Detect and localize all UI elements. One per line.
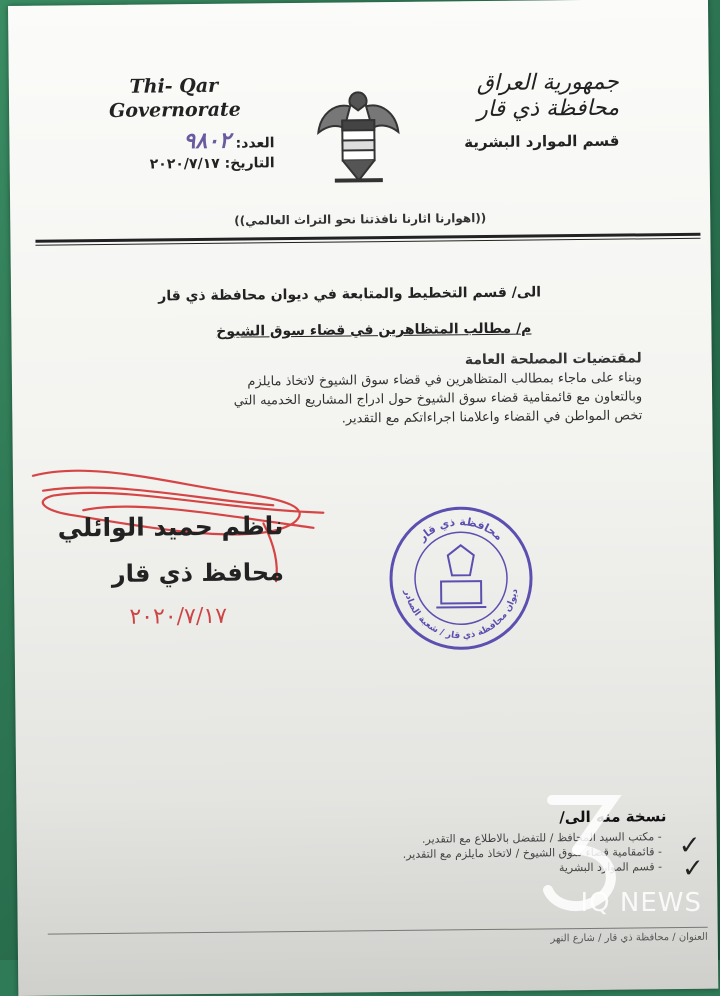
body-line-4: تخص المواطن في القضاء واعلامنا اجراءاتكم مع التقدير.	[341, 408, 643, 427]
republic-title: جمهورية العراق	[476, 69, 619, 97]
iraq-eagle-emblem	[314, 84, 403, 195]
stamp-bottom-text: ديوان محافظة ذي قار / شعبة الصادر	[401, 588, 521, 642]
letter-date	[105, 155, 275, 173]
body-line-2: وبناء على ماجاء بمطالب المتظاهرين في قضاء سوق الشيوخ لاتخاذ مايلزم	[247, 370, 643, 390]
copy-recipient-2: - قائمقامية قضاء سوق الشيوخ / لاتخاذ مايلزم مع التقدير.	[242, 844, 662, 863]
province-title: محافظة ذي قار	[477, 95, 620, 123]
department-title: قسم الموارد البشرية	[464, 131, 620, 152]
ref-number: ٩٨٠٢	[183, 127, 231, 155]
body-line-3: وبالتعاون مع قائمقامية قضاء سوق الشيوخ حول ادراج المشاريع الخدميه التي	[233, 389, 643, 409]
signature-date: ٢٠٢٠/٧/١٧	[129, 603, 228, 630]
subject-line: م/ مطالب المتظاهرين في قضاء سوق الشيوخ	[216, 320, 532, 340]
date-value: ٢٠٢٠/٧/١٧	[149, 155, 220, 173]
signatory-name: ناظم حميد الوائلي	[57, 511, 284, 543]
date-label: التاريخ:	[224, 155, 275, 172]
copies-heading: نسخة منه الى/	[559, 807, 667, 827]
copy-recipient-1: - مكتب السيد المحافظ / للتفضل بالاطلاع مع التقدير.	[242, 829, 662, 848]
checkmark-icon: ✓	[678, 830, 701, 862]
governorate-en-line1: Thi- Qar	[129, 74, 219, 98]
signatory-title: محافظ ذي قار	[111, 558, 285, 588]
copy-recipient-3: - قسم الموارد البشرية	[242, 859, 662, 878]
motto: ((اهوارنا اثارنا نافذتنا نحو التراث العالمي))	[234, 211, 487, 228]
letter-footer: العنوان / محافظة ذي قار / شارع النهر	[48, 927, 708, 950]
governorate-en-line2: Governorate	[108, 98, 241, 122]
ref-label: العدد:	[235, 135, 275, 152]
issuer-block	[439, 70, 620, 152]
reference-number	[104, 127, 274, 155]
letter-body	[42, 349, 643, 431]
checkmark-icon: ✓	[681, 853, 705, 884]
body-line-1: لمقتضيات المصلحة العامة	[464, 350, 642, 369]
recipient-line: الى/ قسم التخطيط والمتابعة في ديوان محافظة ذي قار	[158, 284, 542, 305]
watermark-text: IQ NEWS	[580, 888, 702, 918]
governorate-en	[109, 74, 239, 123]
official-stamp	[385, 503, 537, 655]
svg-text:محافظة ذي قار	[415, 515, 506, 545]
stamp-top-text: محافظة ذي قار	[415, 515, 506, 544]
